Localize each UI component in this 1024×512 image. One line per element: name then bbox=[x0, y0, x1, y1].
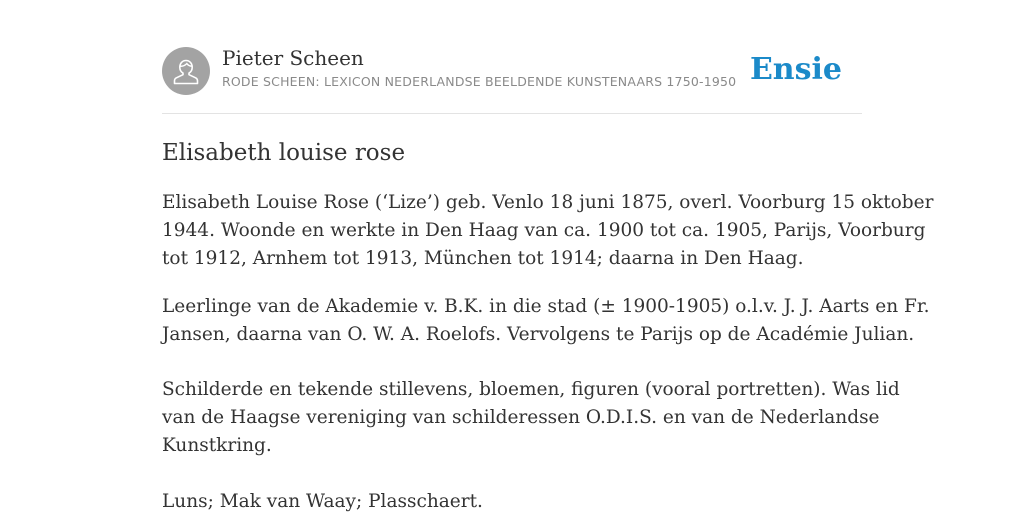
user-icon bbox=[162, 47, 210, 95]
author-avatar[interactable] bbox=[162, 47, 210, 95]
article-references bbox=[162, 488, 862, 512]
article-paragraph bbox=[162, 189, 934, 273]
header-divider bbox=[162, 113, 862, 114]
author-name[interactable]: Pieter Scheen bbox=[222, 46, 364, 70]
paragraph-line: Kunstkring. bbox=[162, 435, 272, 456]
paragraph-line: Luns; Mak van Waay; Plasschaert. bbox=[162, 491, 483, 512]
article-paragraph bbox=[162, 376, 900, 460]
source-title[interactable]: RODE SCHEEN: LEXICON NEDERLANDSE BEELDENDE KUNSTENAARS 1750-1950 bbox=[222, 74, 737, 89]
paragraph-line: Jansen, daarna van O. W. A. Roelofs. Vervolgens te Parijs op de Académie Julian. bbox=[162, 324, 915, 345]
paragraph-line: Elisabeth Louise Rose (‘Lize’) geb. Venlo 18 juni 1875, overl. Voorburg 15 oktober bbox=[162, 192, 934, 213]
article-header bbox=[162, 46, 862, 96]
article-title: Elisabeth louise rose bbox=[162, 140, 406, 166]
paragraph-line: Schilderde en tekende stillevens, bloemen, figuren (vooral portretten). Was lid bbox=[162, 379, 900, 400]
paragraph-line: tot 1912, Arnhem tot 1913, München tot 1914; daarna in Den Haag. bbox=[162, 248, 804, 269]
paragraph-line: Leerlinge van de Akademie v. B.K. in die stad (± 1900-1905) o.l.v. J. J. Aarts en Fr. bbox=[162, 296, 930, 317]
article-paragraph bbox=[162, 293, 930, 349]
paragraph-line: 1944. Woonde en werkte in Den Haag van ca. 1900 tot ca. 1905, Parijs, Voorburg bbox=[162, 220, 926, 241]
paragraph-line: van de Haagse vereniging van schilderessen O.D.I.S. en van de Nederlandse bbox=[162, 407, 880, 428]
ensie-logo[interactable]: Ensie bbox=[749, 52, 842, 87]
